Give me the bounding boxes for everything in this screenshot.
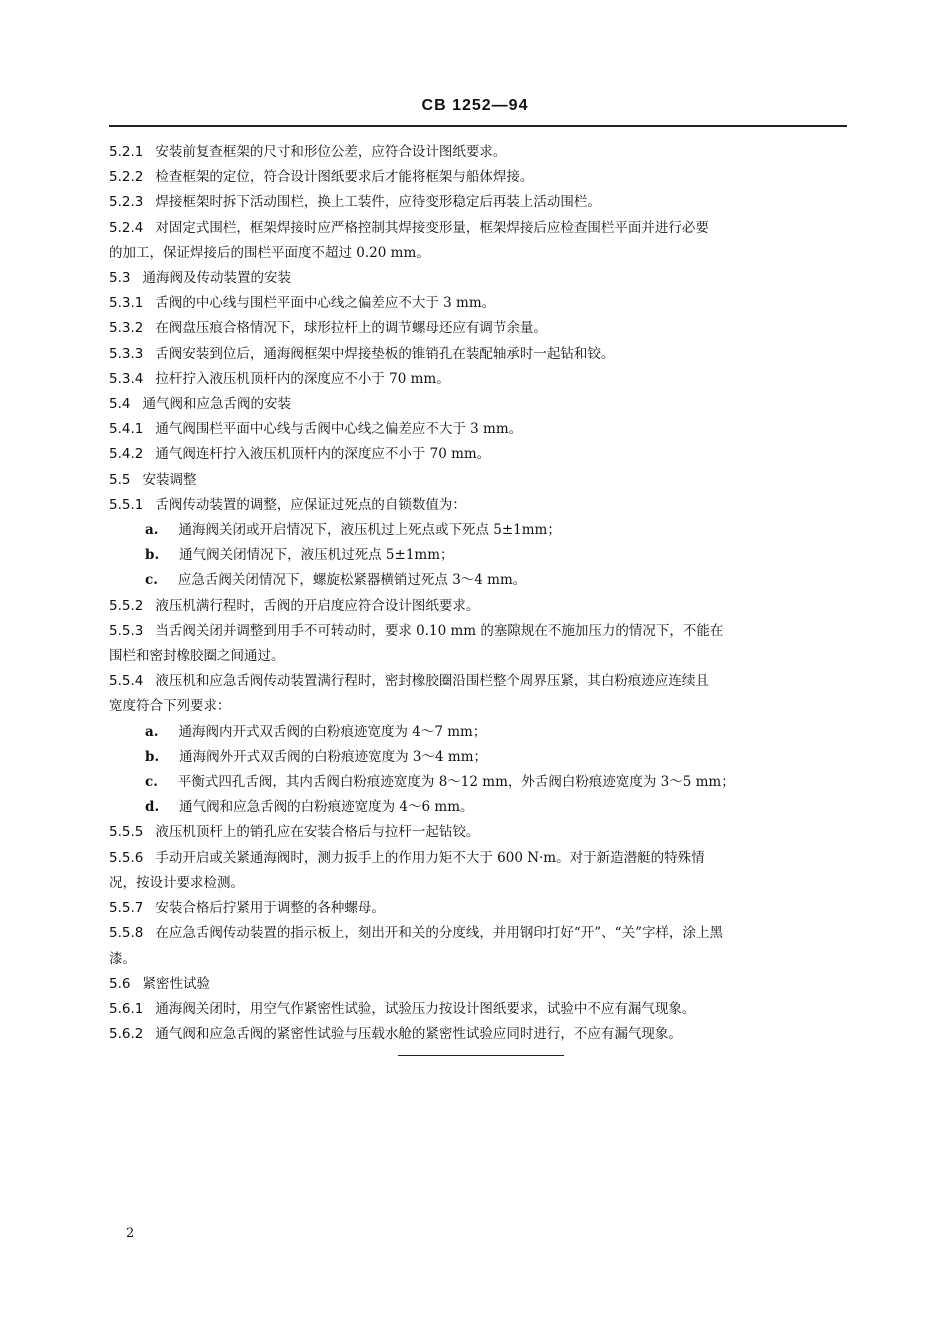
clause-number: 5.4 [109,396,131,413]
clause-text: 液压机顶杆上的销孔应在安装合格后与拉杆一起钻铰。 [155,824,480,841]
clause-line [109,820,849,845]
clause-number: d. [145,799,160,816]
clause-text: 在阀盘压痕合格情况下，球形拉杆上的调节螺母还应有调节余量。 [155,320,547,337]
clause-line [109,997,849,1022]
clause-line [109,896,849,921]
clause-line [109,392,849,417]
clause-line [109,846,849,871]
clause-continuation [109,241,849,266]
clause-text: 通气阀和应急舌阀的白粉痕迹宽度为 4～6 mm。 [179,799,474,816]
clause-number: 5.5 [109,471,131,488]
clause-line [109,266,849,291]
clause-text: 拉杆拧入液压机顶杆内的深度应不小于 70 mm。 [155,370,450,387]
clause-text: 的加工，保证焊接后的围栏平面度不超过 0.20 mm。 [109,244,430,261]
clause-text: 通海阀外开式双舌阀的白粉痕迹宽度为 3～4 mm； [179,748,488,765]
clause-number: 5.5.8 [109,925,144,942]
clause-line [109,442,849,467]
clause-number: b. [145,748,160,765]
clause-number: 5.3.1 [109,295,144,312]
clause-text: 通气阀连杆拧入液压机顶杆内的深度应不小于 70 mm。 [155,446,491,463]
clause-line [109,594,849,619]
clause-text: 对固定式围栏，框架焊接时应严格控制其焊接变形量，框架焊接后应检查围栏平面并进行必要 [155,219,709,236]
clause-number: 5.6.1 [109,1000,144,1017]
clause-text: 通气阀关闭情况下，液压机过死点 5±1mm； [179,547,454,564]
clause-number: a. [145,723,159,740]
clause-number: 5.5.4 [109,673,144,690]
list-item [109,795,849,820]
clause-continuation [109,947,849,972]
clause-text: 安装调整 [142,471,197,488]
clause-text: 液压机满行程时，舌阀的开启度应符合设计图纸要求。 [155,597,480,614]
clause-text: 液压机和应急舌阀传动装置满行程时，密封橡胶圈沿围栏整个周界压紧，其白粉痕迹应连续且 [155,673,709,690]
clause-text: 应急舌阀关闭情况下，螺旋松紧器横销过死点 3～4 mm。 [177,572,527,589]
clause-line [109,165,849,190]
clause-line [109,367,849,392]
clause-continuation [109,694,849,719]
clause-number: b. [145,547,160,564]
clause-number: 5.4.1 [109,421,144,438]
clause-text: 况，按设计要求检测。 [109,874,244,891]
clause-number: 5.6 [109,975,131,992]
clause-text: 围栏和密封橡胶圈之间通过。 [109,648,285,665]
list-item [109,720,849,745]
clause-line [109,619,849,644]
clause-line [109,140,849,165]
clause-text: 平衡式四孔舌阀，其内舌阀白粉痕迹宽度为 8～12 mm，外舌阀白粉痕迹宽度为 3～5 mm； [177,774,735,791]
clause-line [109,190,849,215]
clause-text: 通气阀围栏平面中心线与舌阀中心线之偏差应不大于 3 mm。 [155,421,523,438]
clause-text: 通海阀及传动装置的安装 [142,270,291,287]
clause-text: 紧密性试验 [142,975,210,992]
clause-line [109,669,849,694]
clause-number: 5.5.7 [109,900,144,917]
clause-text: 通气阀和应急舌阀的安装 [142,396,291,413]
clause-line [109,972,849,997]
clause-text: 舌阀安装到位后，通海阀框架中焊接垫板的锥销孔在装配轴承时一起钻和铰。 [155,345,615,362]
clause-number: 5.5.6 [109,849,144,866]
clause-number: 5.3.4 [109,370,144,387]
list-item [109,568,849,593]
clause-number: a. [145,522,159,539]
header-rule [109,125,847,127]
clause-number: 5.2.4 [109,219,144,236]
clause-number: 5.5.3 [109,622,144,639]
clause-text: 漆。 [109,950,136,967]
clause-number: 5.2.3 [109,194,144,211]
clause-line [109,216,849,241]
list-item [109,745,849,770]
page-number: 2 [126,1226,135,1241]
clause-number: 5.3 [109,270,131,287]
clause-line [109,1022,849,1047]
clause-number: 5.2.1 [109,144,144,160]
clause-text: 通气阀和应急舌阀的紧密性试验与压载水舱的紧密性试验应同时进行，不应有漏气现象。 [155,1026,682,1043]
clause-text: 在应急舌阀传动装置的指示板上，刻出开和关的分度线，并用钢印打好“开”、“关”字样，涂上黑 [155,925,723,942]
clause-number: 5.2.2 [109,169,144,186]
list-item [109,770,849,795]
clause-text: 焊接框架时拆下活动围栏，换上工装件，应待变形稳定后再装上活动围栏。 [155,194,601,211]
clause-continuation [109,644,849,669]
clause-text: 安装合格后拧紧用于调整的各种螺母。 [155,900,385,917]
clause-continuation [109,871,849,896]
clause-text: 舌阀传动装置的调整，应保证过死点的自锁数值为： [155,496,466,513]
list-item [109,543,849,568]
clause-text: 检查框架的定位，符合设计图纸要求后才能将框架与船体焊接。 [155,169,534,186]
clause-number: 5.5.2 [109,597,144,614]
clause-line [109,316,849,341]
clause-number: 5.5.5 [109,824,144,841]
list-item [109,518,849,543]
clause-number: 5.4.2 [109,446,144,463]
clause-line [109,291,849,316]
clause-line [109,921,849,946]
end-rule [398,1055,564,1056]
clause-number: 5.5.1 [109,496,144,513]
clause-text: 当舌阀关闭并调整到用手不可转动时，要求 0.10 mm 的塞隙规在不施加压力的情况下，不能在 [155,622,724,639]
clause-text: 通海阀关闭或开启情况下，液压机过上死点或下死点 5±1mm； [178,522,561,539]
clause-line [109,468,849,493]
document-body [109,140,849,1047]
clause-text: 宽度符合下列要求： [109,698,231,715]
clause-text: 通海阀关闭时，用空气作紧密性试验，试验压力按设计图纸要求，试验中不应有漏气现象。 [155,1000,696,1017]
clause-text: 通海阀内开式双舌阀的白粉痕迹宽度为 4～7 mm； [178,723,487,740]
clause-text: 舌阀的中心线与围栏平面中心线之偏差应不大于 3 mm。 [155,295,496,312]
clause-number: 5.3.2 [109,320,144,337]
clause-number: 5.6.2 [109,1026,144,1043]
clause-number: c. [145,774,158,791]
clause-text: 手动开启或关紧通海阀时，测力扳手上的作用力矩不大于 600 N·m。对于新造潜艇的特殊情 [155,849,705,866]
clause-line [109,493,849,518]
clause-text: 安装前复查框架的尺寸和形位公差，应符合设计图纸要求。 [155,144,507,160]
document-code-header: CB 1252—94 [421,97,529,114]
clause-number: c. [145,572,158,589]
clause-number: 5.3.3 [109,345,144,362]
clause-line [109,342,849,367]
clause-line [109,417,849,442]
